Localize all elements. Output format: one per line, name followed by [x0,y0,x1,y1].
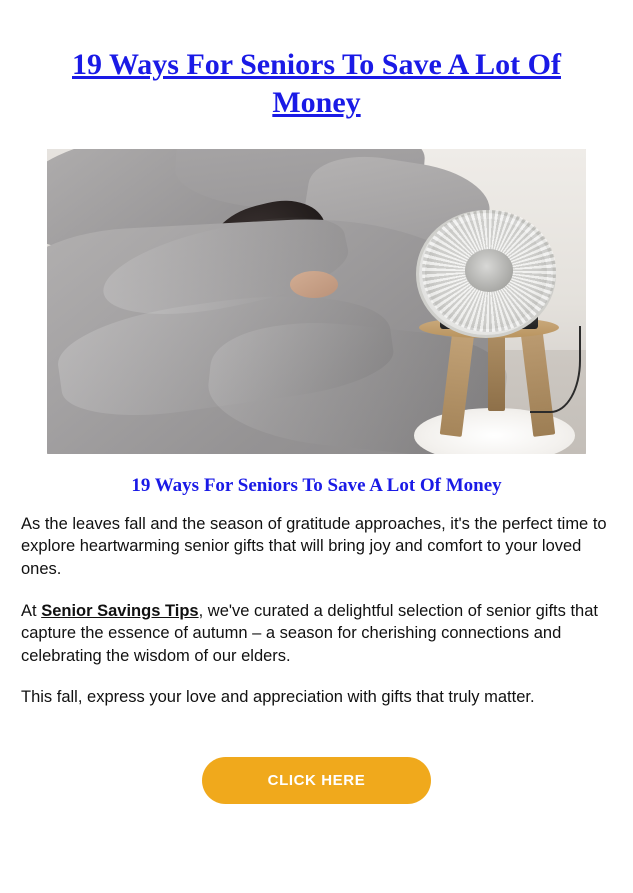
cta-container [0,757,633,804]
headline-link[interactable]: 19 Ways For Seniors To Save A Lot Of Money [72,48,561,120]
paragraph-3: This fall, express your love and appreciation with gifts that truly matter. [21,688,535,707]
paragraph-2-prefix: At [21,601,42,620]
image-person-hand [290,271,339,298]
hero-image-container [0,149,633,454]
senior-savings-tips-link[interactable]: Senior Savings Tips [41,601,199,620]
paragraph-2 [21,600,609,668]
hero-image[interactable] [47,149,586,454]
image-fan-hub [465,249,514,292]
paragraph-1: As the leaves fall and the season of gratitude approaches, it's the perfect time to explore heartwarming senior gifts that will bring joy and comfort to your loved ones. [21,514,607,578]
click-here-button[interactable]: CLICK HERE [202,757,432,804]
headline-container [0,0,633,123]
sub-headline: 19 Ways For Seniors To Save A Lot Of Money [131,474,502,496]
image-stool-leg-back [488,332,505,411]
body-copy [0,497,633,709]
paragraph-2-suffix: , we've curated a delightful selection of senior gifts that capture the essence of autumn – a season for cherishing connections and celebrating the wisdom of our elders. [21,601,598,665]
